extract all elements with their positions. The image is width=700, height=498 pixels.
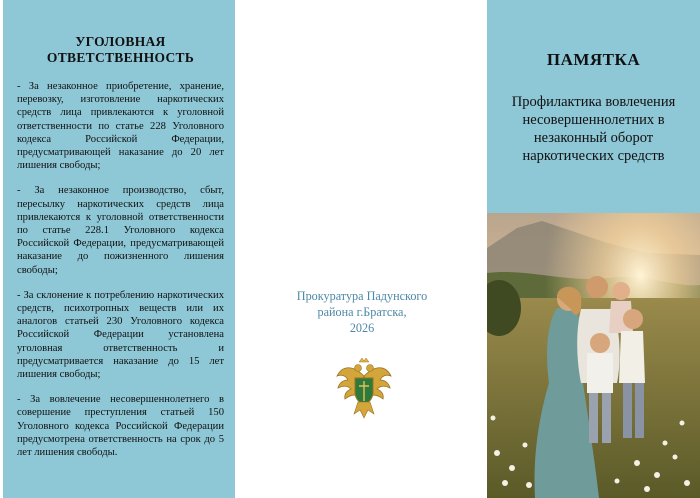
criminal-liability-heading: УГОЛОВНАЯ ОТВЕТСТВЕННОСТЬ bbox=[46, 34, 195, 65]
cover-title: ПАМЯТКА bbox=[546, 50, 641, 69]
prosecutor-emblem-icon bbox=[334, 356, 394, 422]
liability-paragraph: - За незаконное приобретение, хранение, перевозку, изготовление наркотических средств лица привлекаются к уголовной ответственности по статье 228 Уголовного кодекса Российской Федерации, предусматривающей наказание до 20 лет лишения свободы; bbox=[17, 81, 224, 172]
right-panel bbox=[487, 0, 700, 498]
cover-header bbox=[487, 0, 700, 213]
liability-paragraph: - За незаконное производство, сбыт, пересылку наркотических средств лица привлекаются к уголовной ответственности по статье 228.1 Уголовного кодекса Российской Федерации, предусматривающей наказание до пожизненного лишения свободы; bbox=[17, 185, 224, 276]
family-photo bbox=[487, 213, 700, 498]
liability-paragraph: - За склонение к потреблению наркотических средств, психотропных веществ или их аналогов статьей 230 Уголовного кодекса Российской Федерации установлена уголовная ответственность и предусматривается наказание до 15 лет лишения свободы; bbox=[17, 289, 224, 381]
year: 2026 bbox=[349, 321, 375, 335]
family-photo-icon bbox=[487, 213, 700, 498]
cover-subtitle: Профилактика вовлечения несовершеннолетних в незаконный оборот наркотических средств bbox=[511, 94, 676, 164]
organization-name: Прокуратура Падунского района г.Братска, 2026 bbox=[296, 289, 428, 335]
left-panel bbox=[3, 0, 235, 498]
middle-panel bbox=[248, 0, 476, 498]
liability-paragraph: - За вовлечение несовершеннолетнего в совершение преступления статьей 150 Уголовного кодекса Российской Федерации предусмотрена ответственность на срок до 5 лет лишения свободы. bbox=[17, 394, 224, 459]
